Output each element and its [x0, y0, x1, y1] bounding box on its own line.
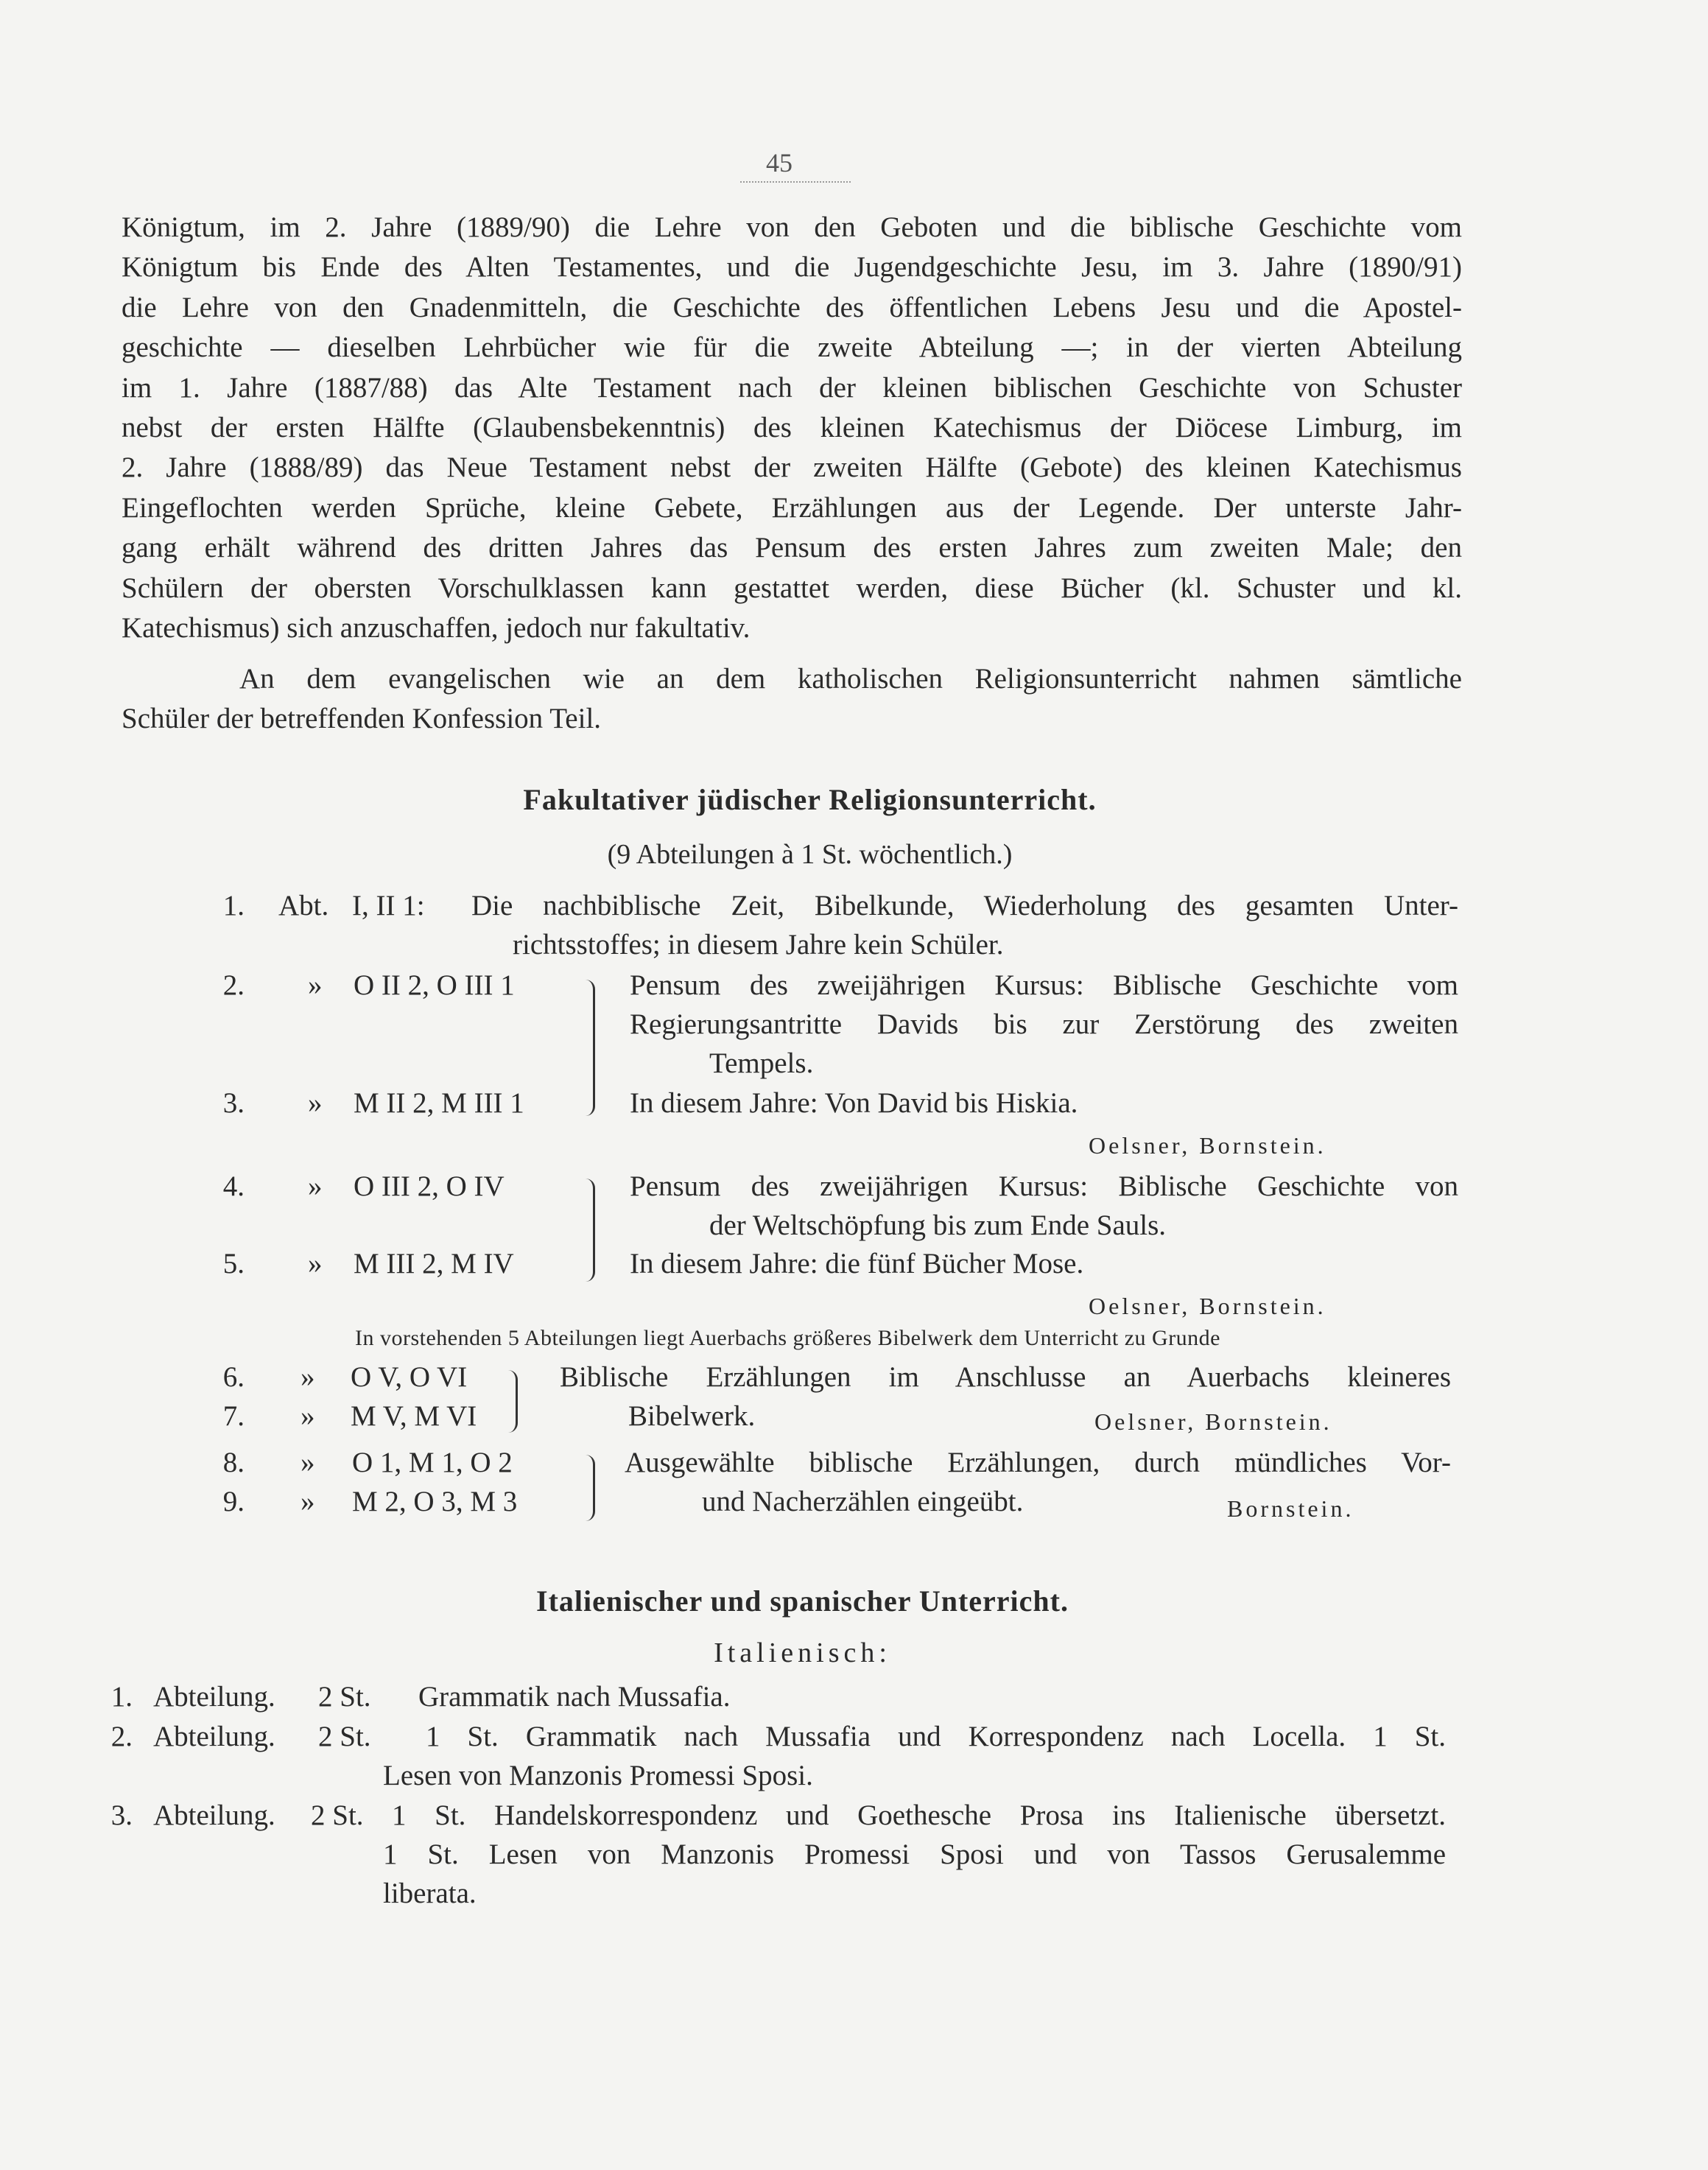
abteilung-number: 3.	[110, 1799, 133, 1831]
abt-description: Die nachbiblische Zeit, Bibelkunde, Wiederholung des gesamten Unter-	[471, 890, 1458, 921]
abt-number: 7.	[222, 1400, 245, 1432]
section-subheading-italienisch: Italienisch:	[714, 1637, 891, 1668]
grouping-brace	[586, 1179, 595, 1282]
group-text: In diesem Jahre: Von David bis Hiskia.	[630, 1087, 1078, 1119]
teacher-names: Oelsner, Bornstein.	[1089, 1293, 1326, 1319]
group-text: der Weltschöpfung bis zum Ende Sauls.	[709, 1209, 1167, 1241]
abt-classes: M II 2, M III 1	[354, 1087, 524, 1119]
group-text: Regierungsantritte Davids bis zur Zerstörung des zweiten	[630, 1008, 1458, 1040]
grouping-brace	[508, 1370, 518, 1433]
abteilung-content: liberata.	[383, 1878, 477, 1909]
abt-number: 6.	[222, 1361, 245, 1393]
abteilung-content: 1 St. Lesen von Manzonis Promessi Sposi und von Tassos Gerusalemme	[383, 1839, 1446, 1870]
teacher-names: Bornstein.	[1227, 1495, 1354, 1522]
abt-number: 8.	[222, 1447, 245, 1478]
abteilung-label: Abteilung.	[153, 1681, 275, 1713]
abt-number: 2.	[222, 969, 245, 1001]
grouping-brace	[586, 980, 595, 1116]
abteilung-number: 2.	[110, 1721, 133, 1752]
abt-number: 5.	[222, 1248, 245, 1279]
ditto-mark: »	[301, 1361, 315, 1393]
abteilung-content: 1 St. Handelskorrespondenz und Goethesche Prosa ins Italienische übersetzt.	[392, 1799, 1446, 1831]
abt-number: 1.	[222, 890, 245, 921]
intro-line: Königtum, im 2. Jahre (1889/90) die Lehre von den Geboten und die biblische Geschichte vom	[122, 211, 1462, 243]
abt-classes: M III 2, M IV	[354, 1248, 514, 1279]
intro-line: geschichte — dieselben Lehrbücher wie für die zweite Abteilung —; in der vierten Abteilung	[122, 331, 1462, 364]
abt-number: 4.	[222, 1170, 245, 1202]
abt-number: 9.	[222, 1486, 245, 1517]
abt-abbreviation: Abt.	[278, 890, 329, 921]
abteilung-hours: 2 St.	[318, 1681, 371, 1713]
group-text: Pensum des zweijährigen Kursus: Biblische Geschichte vom	[630, 969, 1458, 1001]
intro-line: Eingeflochten werden Sprüche, kleine Gebete, Erzählungen aus der Legende. Der unterste Jahr-	[122, 491, 1462, 524]
abt-classes: O III 2, O IV	[354, 1170, 505, 1202]
intro-line: 2. Jahre (1888/89) das Neue Testament nebst der zweiten Hälfte (Gebote) des kleinen Katechismus	[122, 452, 1462, 484]
abt-classes: O V, O VI	[351, 1361, 468, 1393]
group-text: In diesem Jahre: die fünf Bücher Mose.	[630, 1248, 1084, 1279]
abt-classes: O 1, M 1, O 2	[352, 1447, 513, 1478]
abteilung-label: Abteilung.	[153, 1799, 275, 1831]
ditto-mark: »	[301, 1486, 315, 1517]
abteilung-hours: 2 St.	[311, 1799, 364, 1831]
ditto-mark: »	[308, 1087, 323, 1119]
section-subheading-juedisch: (9 Abteilungen à 1 St. wöchentlich.)	[607, 839, 1013, 870]
intro-line: Königtum bis Ende des Alten Testamentes, und die Jugendgeschichte Jesu, im 3. Jahre (1890/91)	[122, 251, 1462, 284]
ditto-mark: »	[301, 1400, 315, 1432]
abteilung-hours: 2 St.	[318, 1721, 371, 1752]
abt-classes: O II 2, O III 1	[354, 969, 515, 1001]
intro-line: Schülern der obersten Vorschulklassen kann gestattet werden, diese Bücher (kl. Schuster und kl.	[122, 572, 1462, 604]
abt-classes: M V, M VI	[351, 1400, 477, 1432]
ditto-mark: »	[308, 1170, 323, 1202]
intro-line: nebst der ersten Hälfte (Glaubensbekenntnis) des kleinen Katechismus der Diöcese Limburg, im	[122, 412, 1462, 444]
abt-number: 3.	[222, 1087, 245, 1119]
abt-classes: I, II 1:	[352, 890, 425, 921]
ditto-mark: »	[301, 1447, 315, 1478]
teacher-names: Oelsner, Bornstein.	[1094, 1408, 1332, 1435]
section-heading-juedisch: Fakultativer jüdischer Religionsunterricht.	[523, 783, 1097, 816]
ditto-mark: »	[308, 969, 323, 1001]
section-heading-italienisch: Italienischer und spanischer Unterricht.	[536, 1584, 1069, 1618]
abteilung-content: Lesen von Manzonis Promessi Sposi.	[383, 1760, 813, 1791]
group-text: Pensum des zweijährigen Kursus: Biblische Geschichte von	[630, 1170, 1458, 1202]
closing-line: Schüler der betreffenden Konfession Teil.	[122, 703, 602, 735]
intro-line: die Lehre von den Gnadenmitteln, die Geschichte des öffentlichen Lebens Jesu und die Apostel-	[122, 291, 1462, 323]
abteilung-content: Grammatik nach Mussafia.	[418, 1681, 731, 1713]
abteilung-label: Abteilung.	[153, 1721, 275, 1752]
group-text: Ausgewählte biblische Erzählungen, durch mündliches Vor-	[625, 1447, 1451, 1478]
intro-line: gang erhält während des dritten Jahres das Pensum des ersten Jahres zum zweiten Male; den	[122, 532, 1462, 564]
abt-classes: M 2, O 3, M 3	[352, 1486, 518, 1517]
teacher-names: Oelsner, Bornstein.	[1089, 1132, 1326, 1159]
abt-description: richtsstoffes; in diesem Jahre kein Schüler.	[513, 929, 1004, 961]
abteilung-content: 1 St. Grammatik nach Mussafia und Korrespondenz nach Locella. 1 St.	[426, 1721, 1446, 1752]
intro-paragraph	[122, 208, 1462, 648]
ditto-mark: »	[308, 1248, 323, 1279]
abteilung-number: 1.	[110, 1681, 133, 1713]
closing-line: An dem evangelischen wie an dem katholischen Religionsunterricht nahmen sämtliche	[239, 663, 1462, 695]
intro-line: Katechismus) sich anzuschaffen, jedoch nur fakultativ.	[122, 612, 751, 645]
intro-line: im 1. Jahre (1887/88) das Alte Testament nach der kleinen biblischen Geschichte von Schuster	[122, 371, 1462, 404]
group-text: und Nacherzählen eingeübt.	[702, 1486, 1024, 1517]
closing-paragraph	[122, 659, 1462, 740]
group-text: Biblische Erzählungen im Anschlusse an Auerbachs kleineres	[560, 1361, 1451, 1393]
note-line: In vorstehenden 5 Abteilungen liegt Auerbachs größeres Bibelwerk dem Unterricht zu Grunde	[355, 1326, 1220, 1350]
group-text: Tempels.	[709, 1047, 814, 1079]
group-text: Bibelwerk.	[628, 1400, 756, 1432]
grouping-brace	[586, 1455, 595, 1521]
page-number-rule	[740, 181, 851, 183]
page-number: 45	[766, 148, 793, 178]
